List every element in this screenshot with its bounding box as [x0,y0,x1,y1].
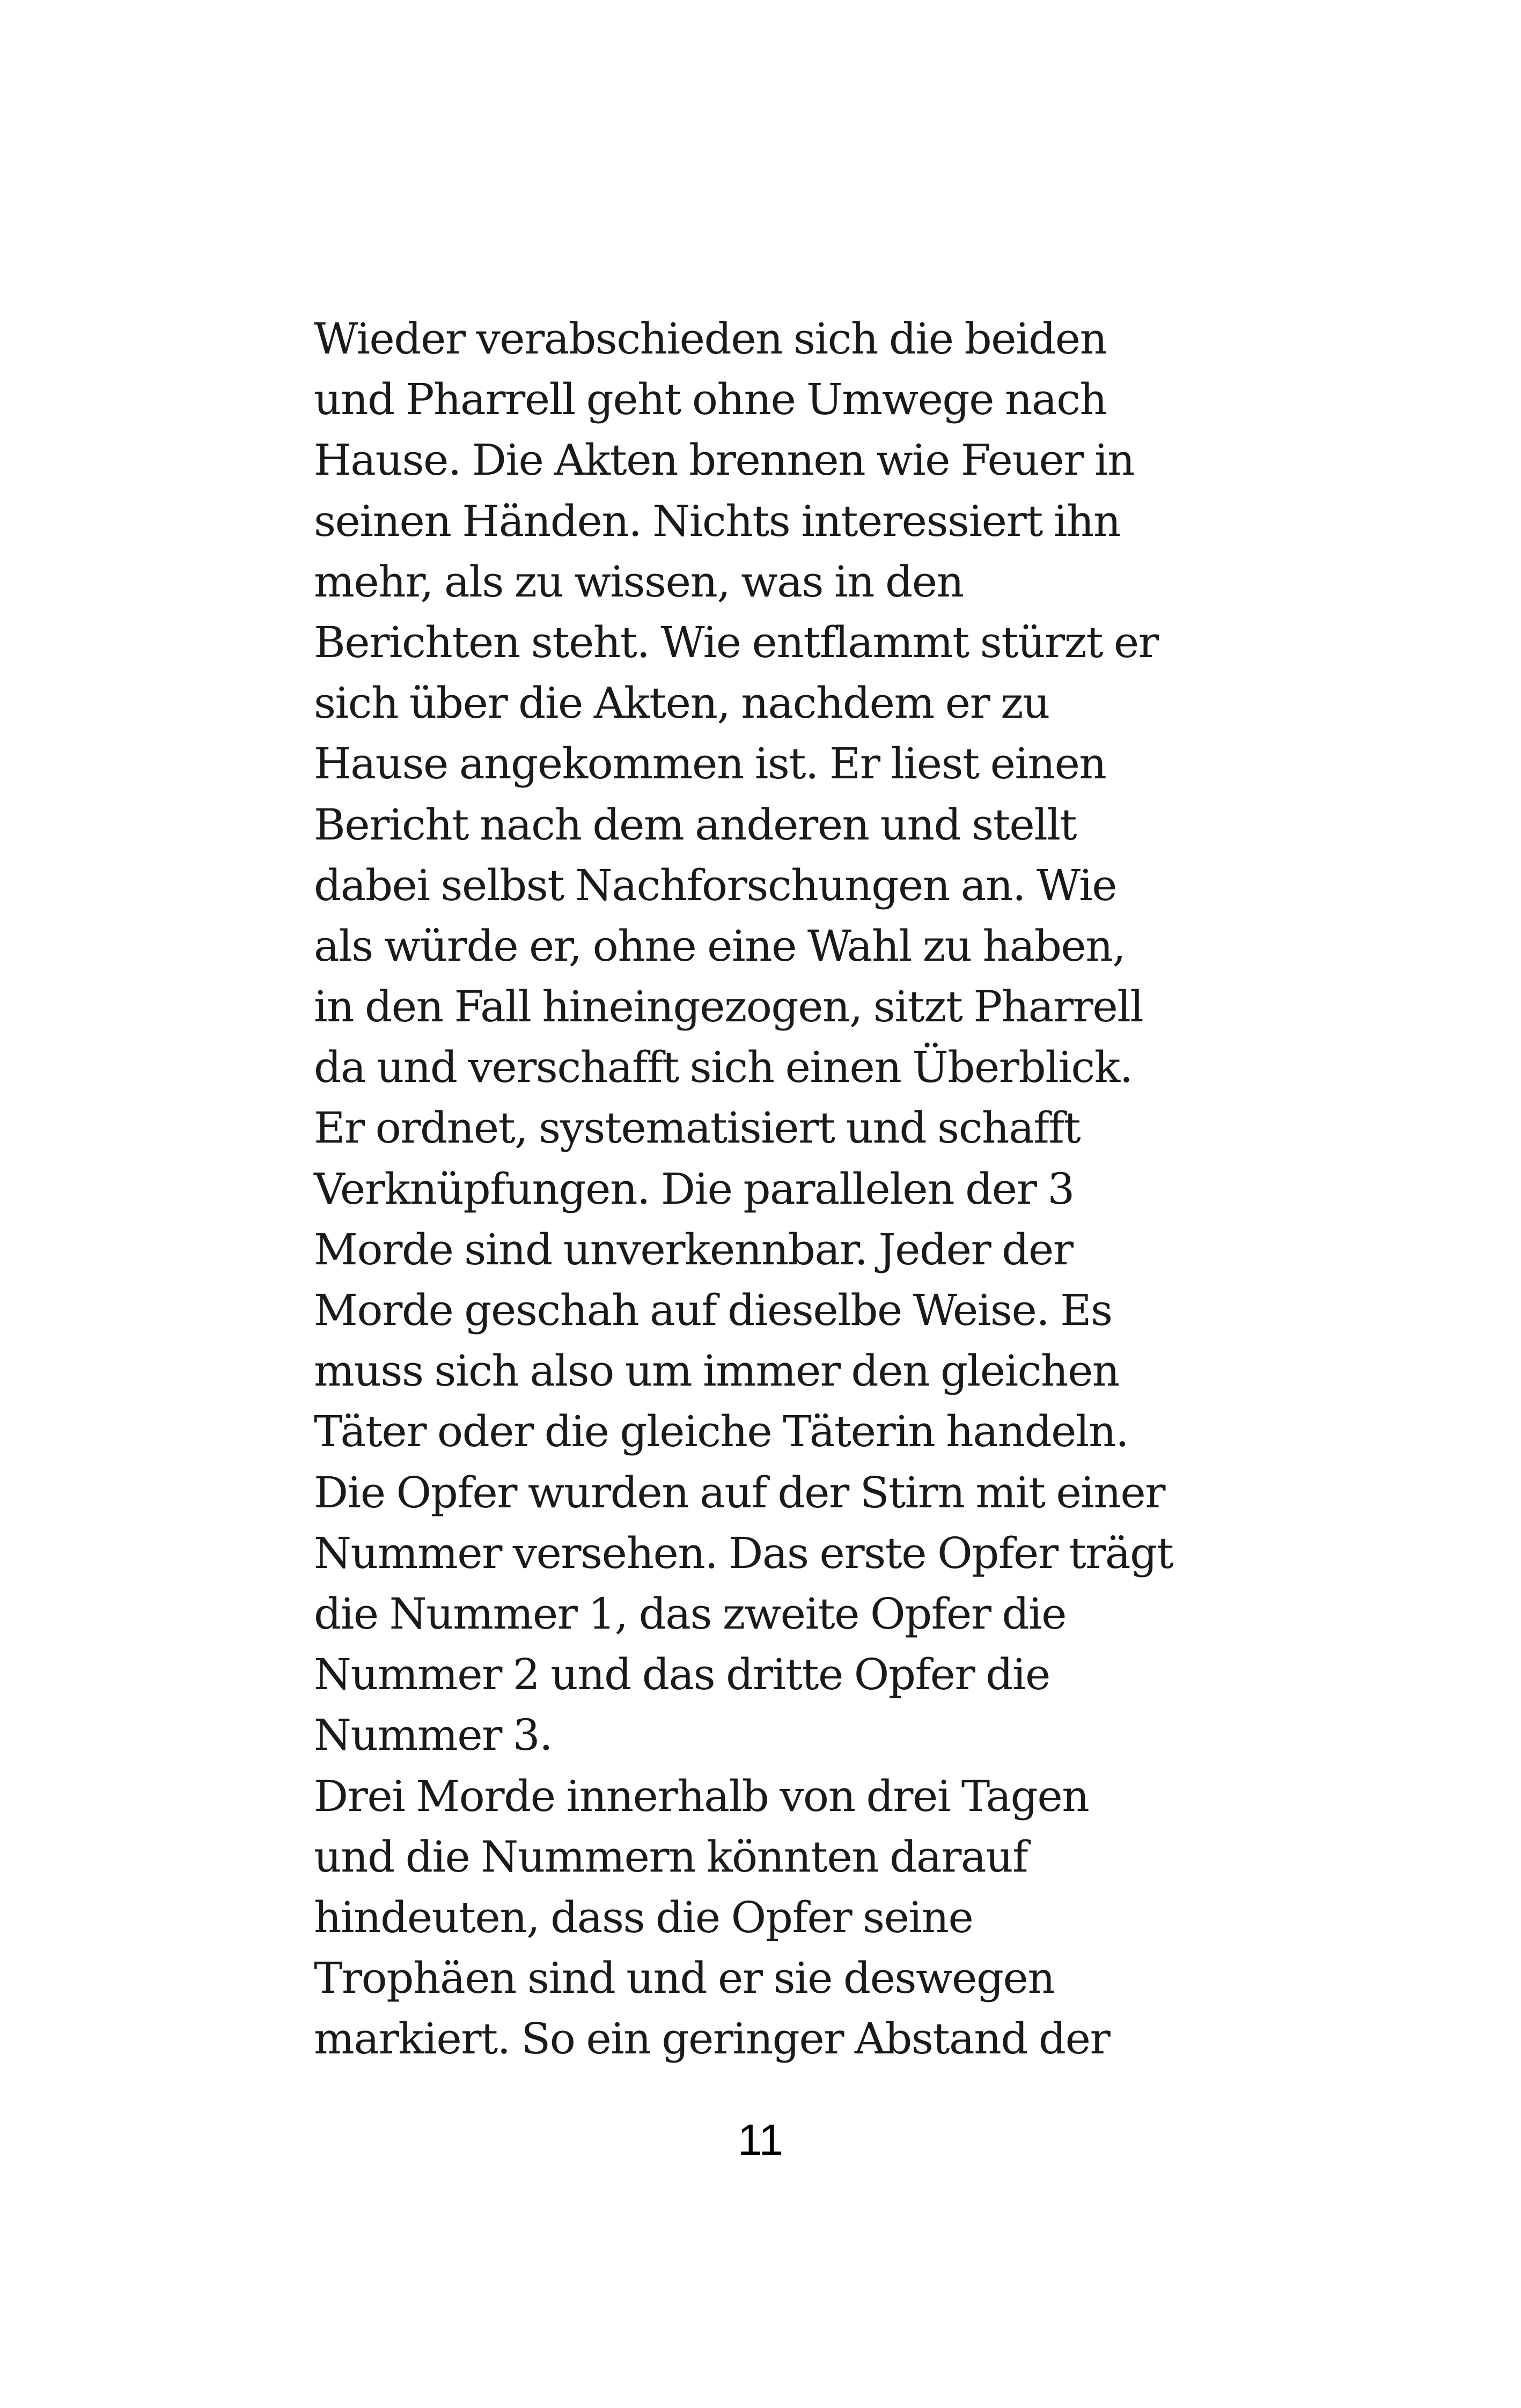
text-line: Morde sind unverkennbar. Jeder der [314,1224,1073,1275]
text-line: dabei selbst Nachforschungen an. Wie [314,860,1117,910]
text-line: Hause angekommen ist. Er liest einen [314,739,1106,789]
text-line: mehr, als zu wissen, was in den [314,556,964,607]
text-line: Nummer 2 und das dritte Opfer die [314,1649,1050,1700]
text-line: Täter oder die gleiche Täterin handeln. [314,1406,1129,1457]
text-line: hindeuten, dass die Opfer seine [314,1892,973,1942]
text-line: Morde geschah auf dieselbe Weise. Es [314,1285,1112,1335]
text-line: sich über die Akten, nachdem er zu [314,678,1049,728]
text-line: Nummer versehen. Das erste Opfer trägt [314,1528,1173,1578]
text-line: Trophäen sind und er sie deswegen [314,1953,1055,2004]
text-line: Drei Morde innerhalb von drei Tagen [314,1771,1089,1821]
text-line: Er ordnet, systematisiert und schafft [314,1103,1081,1153]
text-line: seinen Händen. Nichts interessiert ihn [314,496,1120,546]
text-line: Nummer 3. [314,1710,553,1761]
text-line: Bericht nach dem anderen und stellt [314,799,1077,850]
text-line: da und verschafft sich einen Überblick. [314,1042,1133,1093]
text-line: die Nummer 1, das zweite Opfer die [314,1588,1067,1639]
text-line: Berichten steht. Wie entflammt stürzt er [314,617,1158,667]
text-line: als würde er, ohne eine Wahl zu haben, [314,921,1126,971]
body-text [314,308,1521,2069]
text-line: Wieder verabschieden sich die beiden [314,314,1107,364]
text-line: und die Nummern könnten darauf [314,1831,1028,1882]
page-number: 11 [737,2116,784,2164]
text-line: markiert. So ein geringer Abstand der [314,2014,1110,2064]
text-line: Hause. Die Akten brennen wie Feuer in [314,435,1135,485]
text-line: Verknüpfungen. Die parallelen der 3 [314,1164,1074,1214]
text-line: und Pharrell geht ohne Umwege nach [314,374,1107,425]
text-line: in den Fall hineingezogen, sitzt Pharrell [314,982,1143,1032]
text-line: muss sich also um immer den gleichen [314,1346,1119,1396]
text-line: Die Opfer wurden auf der Stirn mit einer [314,1467,1165,1518]
